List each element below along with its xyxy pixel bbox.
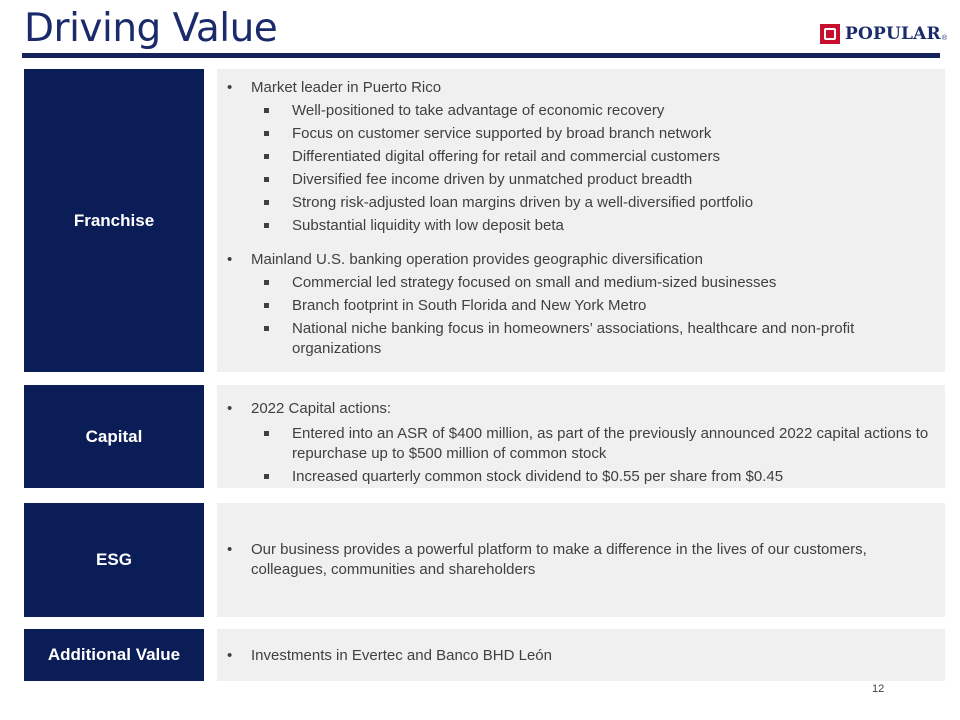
additional-value-label-box	[24, 629, 204, 681]
additional-value-content	[217, 629, 945, 681]
esg-bullet-1: • Our business provides a powerful platform to make a difference in the lives of our customers, colleagues, communities and shareholders	[217, 540, 905, 580]
popular-logo	[820, 24, 947, 44]
franchise-subbullet: Substantial liquidity with low deposit beta	[217, 216, 945, 236]
franchise-subbullet: Strong risk-adjusted loan margins driven by a well-diversified portfolio	[217, 193, 945, 213]
franchise-content	[217, 69, 945, 372]
logo-text: POPULAR	[845, 24, 941, 44]
additional-value-bullet-1: • Investments in Evertec and Banco BHD León	[217, 646, 945, 666]
capital-subbullet: Entered into an ASR of $400 million, as part of the previously announced 2022 capital actions to repurchase up to $500 million of common stock	[217, 424, 945, 464]
franchise-label: Franchise	[73, 210, 155, 230]
franchise-bullet-2: • Mainland U.S. banking operation provides geographic diversification	[217, 250, 945, 270]
franchise-label-box	[24, 69, 204, 372]
additional-value-label: Additional Value	[47, 645, 181, 664]
title-underline	[22, 53, 940, 58]
franchise-subbullet: Diversified fee income driven by unmatched product breadth	[217, 170, 945, 190]
logo-registered-mark: ®	[941, 34, 948, 42]
franchise-subbullet: Commercial led strategy focused on small and medium-sized businesses	[217, 273, 945, 293]
page-number: 12	[872, 683, 885, 695]
capital-subbullet: Increased quarterly common stock dividend to $0.55 per share from $0.45	[217, 467, 945, 487]
capital-content	[217, 385, 945, 488]
franchise-bullet-1: • Market leader in Puerto Rico	[217, 78, 945, 98]
capital-bullet-1: • 2022 Capital actions:	[217, 399, 945, 419]
franchise-subbullet: Branch footprint in South Florida and New York Metro	[217, 296, 945, 316]
franchise-subbullet: Well-positioned to take advantage of economic recovery	[217, 101, 945, 121]
page-title: Driving Value	[24, 6, 278, 51]
franchise-subbullet: National niche banking focus in homeowners’ associations, healthcare and non-profit organizations	[217, 319, 945, 359]
esg-label: ESG	[96, 550, 132, 569]
esg-label-box	[24, 503, 204, 617]
franchise-subbullet: Differentiated digital offering for retail and commercial customers	[217, 147, 945, 167]
esg-content	[217, 503, 945, 617]
popular-logo-icon	[820, 24, 840, 44]
capital-label: Capital	[85, 426, 143, 446]
capital-label-box	[24, 385, 204, 488]
franchise-subbullet: Focus on customer service supported by broad branch network	[217, 124, 945, 144]
